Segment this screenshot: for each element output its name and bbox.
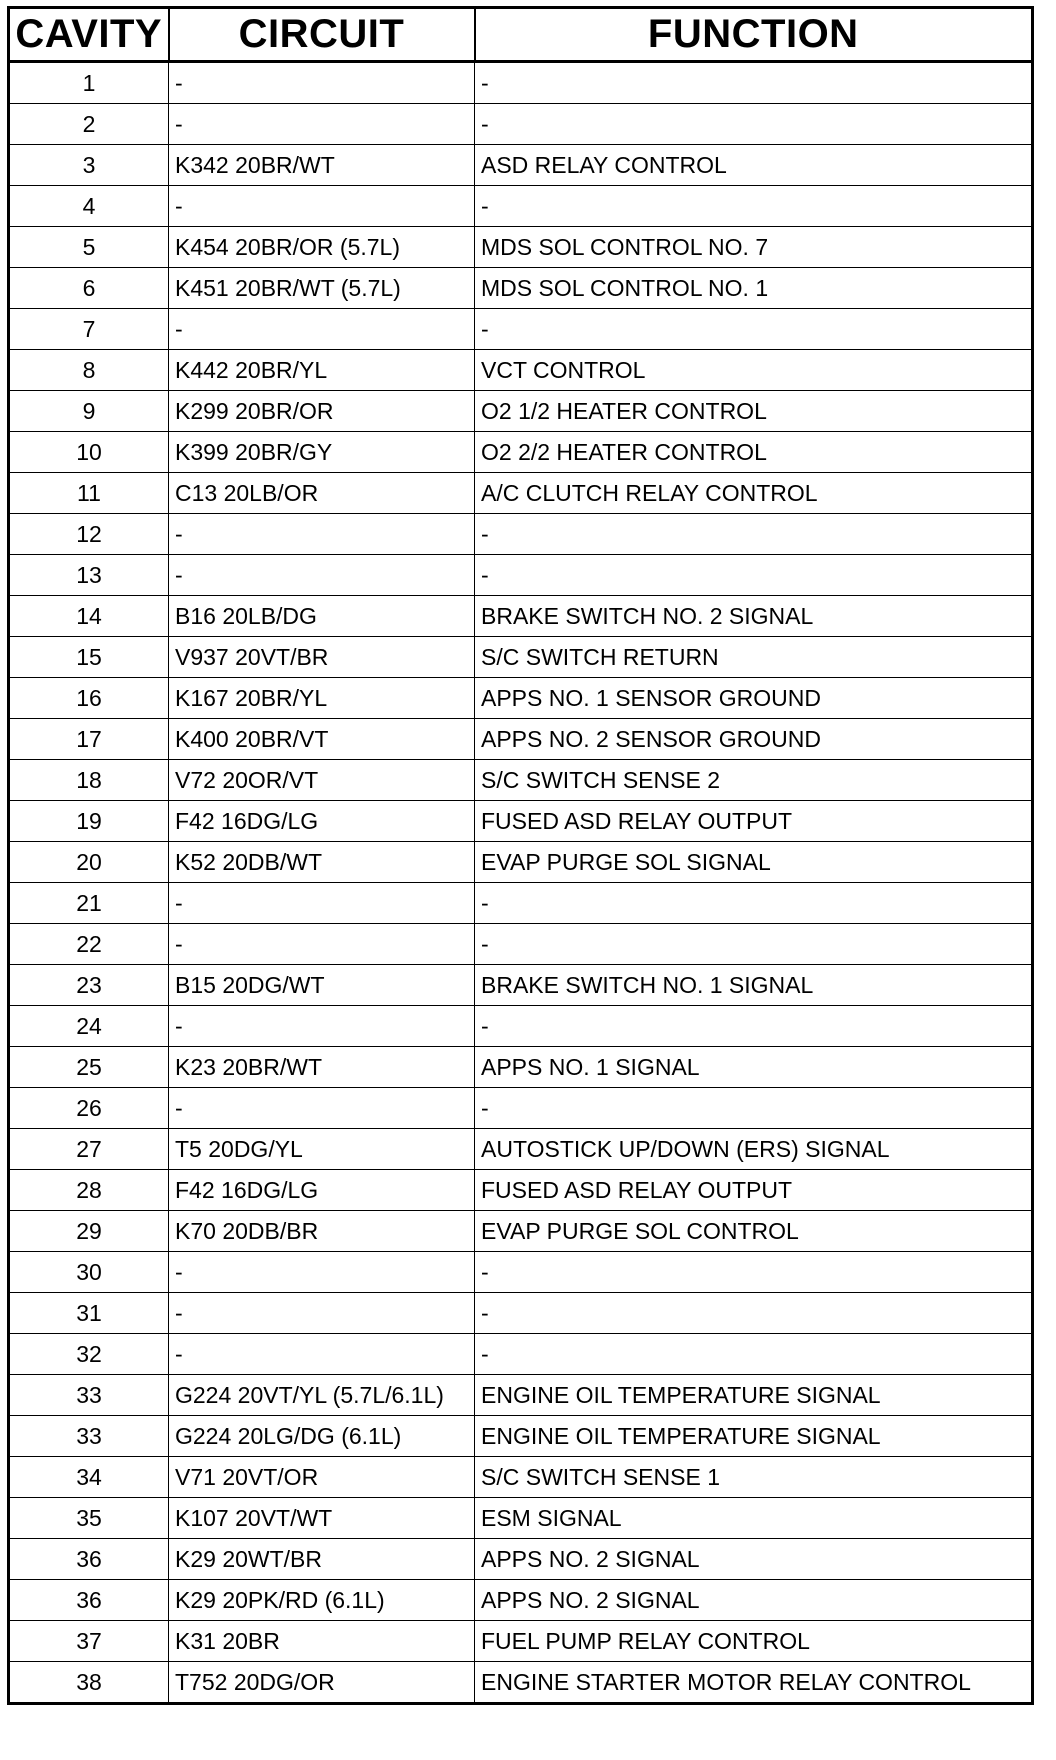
- function-cell: BRAKE SWITCH NO. 2 SIGNAL: [475, 596, 1033, 637]
- function-cell: FUSED ASD RELAY OUTPUT: [475, 1170, 1033, 1211]
- circuit-cell: -: [169, 1293, 475, 1334]
- table-body: [9, 62, 1033, 1704]
- cavity-cell: 14: [9, 596, 169, 637]
- table-row: [9, 1539, 1033, 1580]
- table-row: [9, 1498, 1033, 1539]
- cavity-cell: 7: [9, 309, 169, 350]
- cavity-cell: 20: [9, 842, 169, 883]
- function-cell: ESM SIGNAL: [475, 1498, 1033, 1539]
- cavity-cell: 36: [9, 1539, 169, 1580]
- function-cell: AUTOSTICK UP/DOWN (ERS) SIGNAL: [475, 1129, 1033, 1170]
- cavity-cell: 18: [9, 760, 169, 801]
- cavity-cell: 3: [9, 145, 169, 186]
- cavity-cell: 26: [9, 1088, 169, 1129]
- cavity-cell: 31: [9, 1293, 169, 1334]
- circuit-cell: K70 20DB/BR: [169, 1211, 475, 1252]
- circuit-cell: -: [169, 104, 475, 145]
- table-row: [9, 473, 1033, 514]
- table-row: [9, 1662, 1033, 1704]
- function-cell: EVAP PURGE SOL SIGNAL: [475, 842, 1033, 883]
- circuit-cell: K107 20VT/WT: [169, 1498, 475, 1539]
- function-cell: ENGINE OIL TEMPERATURE SIGNAL: [475, 1416, 1033, 1457]
- table-row: [9, 1129, 1033, 1170]
- circuit-cell: -: [169, 514, 475, 555]
- circuit-cell: K400 20BR/VT: [169, 719, 475, 760]
- function-cell: -: [475, 104, 1033, 145]
- circuit-cell: V937 20VT/BR: [169, 637, 475, 678]
- table-row: [9, 104, 1033, 145]
- function-cell: FUEL PUMP RELAY CONTROL: [475, 1621, 1033, 1662]
- table-row: [9, 924, 1033, 965]
- table-row: [9, 801, 1033, 842]
- circuit-cell: K23 20BR/WT: [169, 1047, 475, 1088]
- cavity-cell: 2: [9, 104, 169, 145]
- function-cell: S/C SWITCH RETURN: [475, 637, 1033, 678]
- function-cell: APPS NO. 1 SIGNAL: [475, 1047, 1033, 1088]
- function-cell: APPS NO. 2 SIGNAL: [475, 1539, 1033, 1580]
- cavity-cell: 27: [9, 1129, 169, 1170]
- circuit-cell: -: [169, 924, 475, 965]
- function-cell: ENGINE OIL TEMPERATURE SIGNAL: [475, 1375, 1033, 1416]
- table-row: [9, 1088, 1033, 1129]
- function-cell: -: [475, 883, 1033, 924]
- cavity-cell: 17: [9, 719, 169, 760]
- table-row: [9, 227, 1033, 268]
- function-cell: VCT CONTROL: [475, 350, 1033, 391]
- function-column-header: FUNCTION: [475, 8, 1033, 62]
- table-row: [9, 883, 1033, 924]
- function-cell: ASD RELAY CONTROL: [475, 145, 1033, 186]
- circuit-cell: K454 20BR/OR (5.7L): [169, 227, 475, 268]
- circuit-cell: -: [169, 883, 475, 924]
- cavity-cell: 12: [9, 514, 169, 555]
- circuit-cell: -: [169, 1334, 475, 1375]
- cavity-cell: 25: [9, 1047, 169, 1088]
- table-row: [9, 637, 1033, 678]
- table-row: [9, 1293, 1033, 1334]
- circuit-cell: -: [169, 309, 475, 350]
- circuit-cell: B16 20LB/DG: [169, 596, 475, 637]
- function-cell: S/C SWITCH SENSE 1: [475, 1457, 1033, 1498]
- cavity-cell: 33: [9, 1416, 169, 1457]
- table-row: [9, 391, 1033, 432]
- function-cell: A/C CLUTCH RELAY CONTROL: [475, 473, 1033, 514]
- cavity-cell: 6: [9, 268, 169, 309]
- cavity-cell: 33: [9, 1375, 169, 1416]
- table-row: [9, 1170, 1033, 1211]
- circuit-cell: K442 20BR/YL: [169, 350, 475, 391]
- cavity-cell: 30: [9, 1252, 169, 1293]
- function-cell: EVAP PURGE SOL CONTROL: [475, 1211, 1033, 1252]
- table-row: [9, 1375, 1033, 1416]
- function-cell: S/C SWITCH SENSE 2: [475, 760, 1033, 801]
- cavity-cell: 13: [9, 555, 169, 596]
- table-row: [9, 1580, 1033, 1621]
- cavity-cell: 19: [9, 801, 169, 842]
- circuit-cell: V72 20OR/VT: [169, 760, 475, 801]
- cavity-cell: 35: [9, 1498, 169, 1539]
- circuit-cell: G224 20VT/YL (5.7L/6.1L): [169, 1375, 475, 1416]
- table-row: [9, 1334, 1033, 1375]
- circuit-cell: -: [169, 62, 475, 104]
- circuit-cell: K52 20DB/WT: [169, 842, 475, 883]
- cavity-column-header: CAVITY: [9, 8, 169, 62]
- circuit-cell: -: [169, 186, 475, 227]
- function-cell: APPS NO. 1 SENSOR GROUND: [475, 678, 1033, 719]
- function-cell: -: [475, 555, 1033, 596]
- function-cell: -: [475, 309, 1033, 350]
- function-cell: -: [475, 186, 1033, 227]
- function-cell: O2 1/2 HEATER CONTROL: [475, 391, 1033, 432]
- function-cell: -: [475, 1088, 1033, 1129]
- circuit-cell: K342 20BR/WT: [169, 145, 475, 186]
- function-cell: -: [475, 1293, 1033, 1334]
- table-row: [9, 1211, 1033, 1252]
- function-cell: -: [475, 62, 1033, 104]
- table-row: [9, 1457, 1033, 1498]
- table-row: [9, 965, 1033, 1006]
- cavity-cell: 36: [9, 1580, 169, 1621]
- connector-pinout-table: [7, 6, 1034, 1705]
- cavity-cell: 23: [9, 965, 169, 1006]
- table-row: [9, 596, 1033, 637]
- cavity-cell: 5: [9, 227, 169, 268]
- table-row: [9, 268, 1033, 309]
- cavity-cell: 16: [9, 678, 169, 719]
- circuit-cell: K399 20BR/GY: [169, 432, 475, 473]
- table-row: [9, 1047, 1033, 1088]
- function-cell: -: [475, 924, 1033, 965]
- table-row: [9, 62, 1033, 104]
- table-row: [9, 1252, 1033, 1293]
- table-row: [9, 678, 1033, 719]
- table-row: [9, 350, 1033, 391]
- circuit-column-header: CIRCUIT: [169, 8, 475, 62]
- circuit-cell: -: [169, 1006, 475, 1047]
- function-cell: -: [475, 1006, 1033, 1047]
- cavity-cell: 1: [9, 62, 169, 104]
- table-row: [9, 145, 1033, 186]
- circuit-cell: -: [169, 1088, 475, 1129]
- table-row: [9, 1006, 1033, 1047]
- function-cell: BRAKE SWITCH NO. 1 SIGNAL: [475, 965, 1033, 1006]
- circuit-cell: V71 20VT/OR: [169, 1457, 475, 1498]
- function-cell: -: [475, 1252, 1033, 1293]
- cavity-cell: 34: [9, 1457, 169, 1498]
- function-cell: APPS NO. 2 SIGNAL: [475, 1580, 1033, 1621]
- table-row: [9, 432, 1033, 473]
- circuit-cell: K31 20BR: [169, 1621, 475, 1662]
- circuit-cell: B15 20DG/WT: [169, 965, 475, 1006]
- circuit-cell: F42 16DG/LG: [169, 801, 475, 842]
- cavity-cell: 22: [9, 924, 169, 965]
- cavity-cell: 15: [9, 637, 169, 678]
- table-row: [9, 760, 1033, 801]
- table-header-row: [9, 8, 1033, 62]
- function-cell: APPS NO. 2 SENSOR GROUND: [475, 719, 1033, 760]
- cavity-cell: 9: [9, 391, 169, 432]
- circuit-cell: K29 20PK/RD (6.1L): [169, 1580, 475, 1621]
- function-cell: ENGINE STARTER MOTOR RELAY CONTROL: [475, 1662, 1033, 1704]
- cavity-cell: 21: [9, 883, 169, 924]
- function-cell: -: [475, 1334, 1033, 1375]
- table-row: [9, 842, 1033, 883]
- circuit-cell: K29 20WT/BR: [169, 1539, 475, 1580]
- circuit-cell: G224 20LG/DG (6.1L): [169, 1416, 475, 1457]
- cavity-cell: 29: [9, 1211, 169, 1252]
- function-cell: FUSED ASD RELAY OUTPUT: [475, 801, 1033, 842]
- cavity-cell: 37: [9, 1621, 169, 1662]
- function-cell: MDS SOL CONTROL NO. 1: [475, 268, 1033, 309]
- circuit-cell: K167 20BR/YL: [169, 678, 475, 719]
- cavity-cell: 38: [9, 1662, 169, 1704]
- table-row: [9, 514, 1033, 555]
- circuit-cell: T752 20DG/OR: [169, 1662, 475, 1704]
- table-row: [9, 719, 1033, 760]
- function-cell: MDS SOL CONTROL NO. 7: [475, 227, 1033, 268]
- cavity-cell: 10: [9, 432, 169, 473]
- circuit-cell: F42 16DG/LG: [169, 1170, 475, 1211]
- circuit-cell: C13 20LB/OR: [169, 473, 475, 514]
- cavity-cell: 8: [9, 350, 169, 391]
- circuit-cell: -: [169, 555, 475, 596]
- function-cell: -: [475, 514, 1033, 555]
- cavity-cell: 11: [9, 473, 169, 514]
- cavity-cell: 28: [9, 1170, 169, 1211]
- function-cell: O2 2/2 HEATER CONTROL: [475, 432, 1033, 473]
- cavity-cell: 24: [9, 1006, 169, 1047]
- circuit-cell: -: [169, 1252, 475, 1293]
- circuit-cell: T5 20DG/YL: [169, 1129, 475, 1170]
- cavity-cell: 4: [9, 186, 169, 227]
- table-row: [9, 309, 1033, 350]
- circuit-cell: K299 20BR/OR: [169, 391, 475, 432]
- table-row: [9, 186, 1033, 227]
- cavity-cell: 32: [9, 1334, 169, 1375]
- table-row: [9, 1416, 1033, 1457]
- table-row: [9, 555, 1033, 596]
- circuit-cell: K451 20BR/WT (5.7L): [169, 268, 475, 309]
- table-row: [9, 1621, 1033, 1662]
